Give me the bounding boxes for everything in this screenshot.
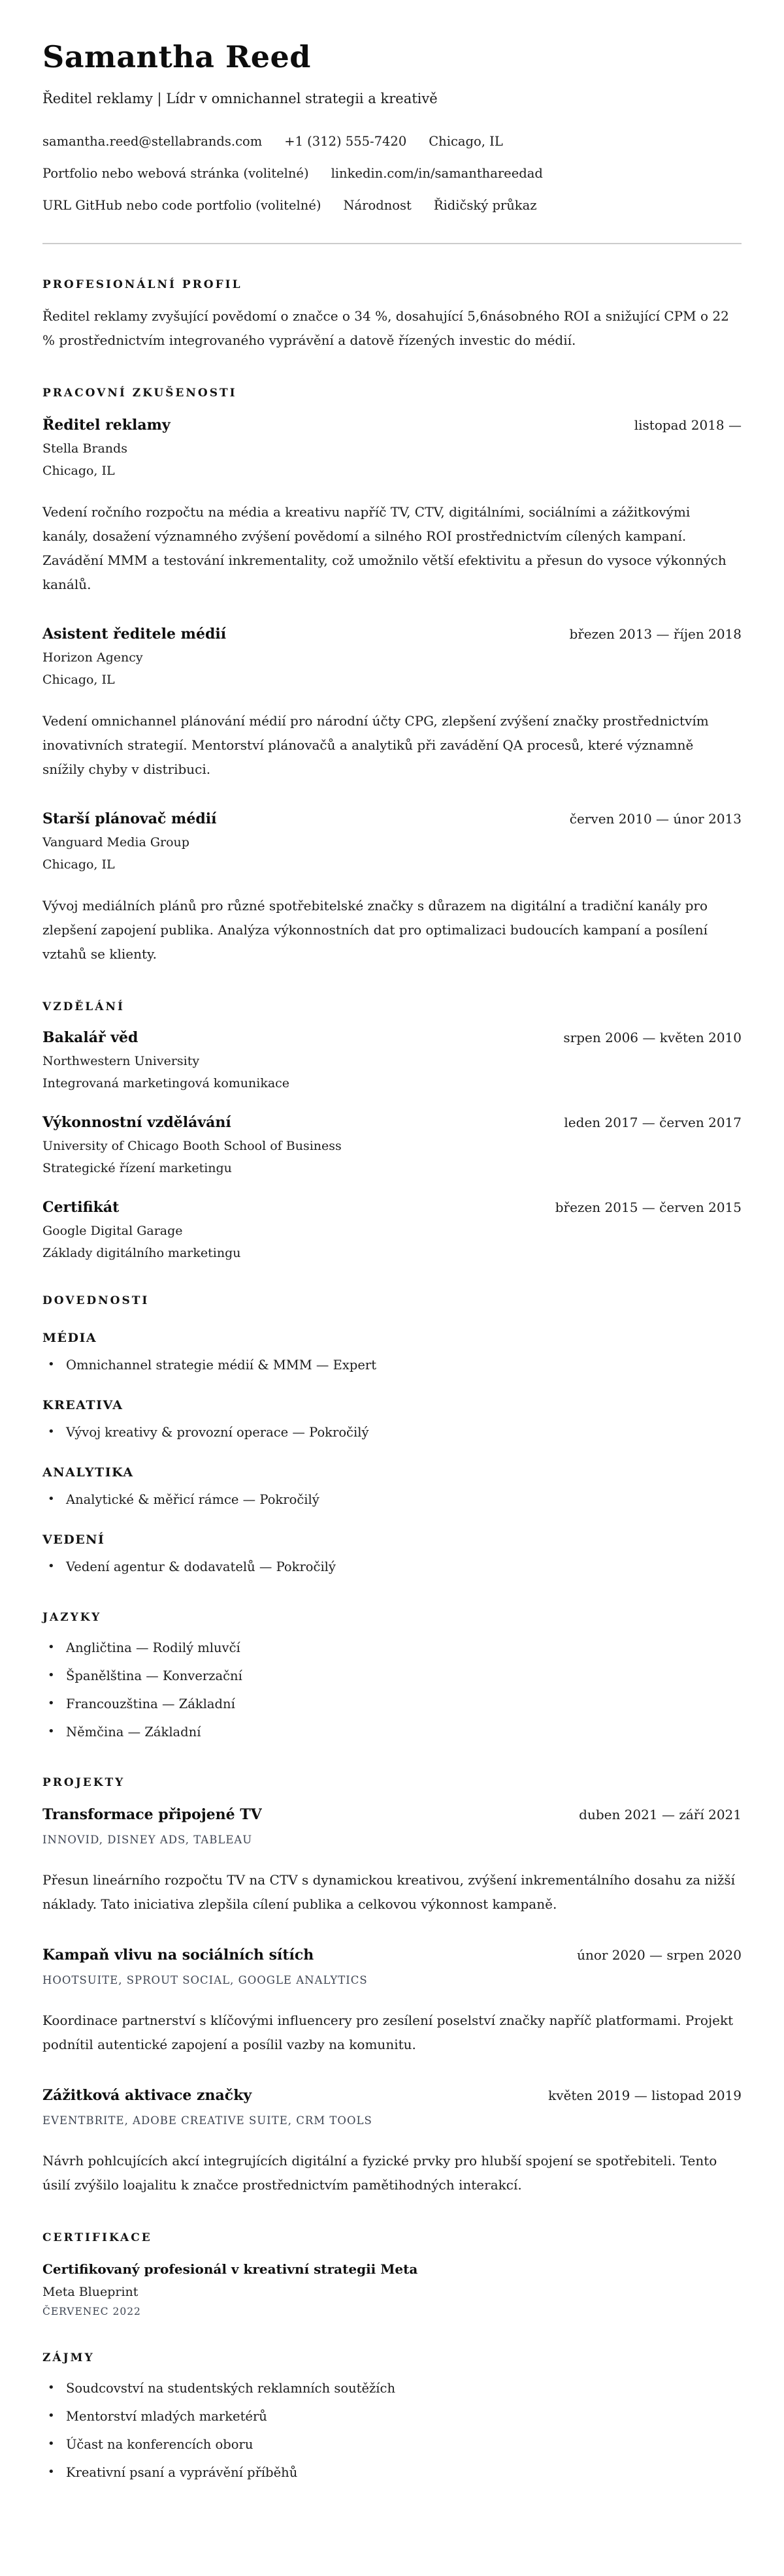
project-description: Návrh pohlcujících akcí integrujících digitální a fyzické prvky pro hlubší spojení se spotřebiteli. Tento úsilí zvýšilo loajalitu k značce prostřednictvím pamětihodných interakcí. [42,2152,717,2193]
contact-location: Chicago, IL [429,133,503,149]
interest-item: • Mentorství mladých marketérů [42,2407,742,2426]
candidate-name: Samantha Reed [42,39,311,74]
section-certifications [42,2231,742,2317]
education-entry [42,1199,742,1260]
contact-row-1 [42,134,742,149]
job-description: Vedení omnichannel plánování médií pro národní účty CPG, zlepšení zvýšení značky prostřednictvím inovativních strategií. Mentorství plánovačů a analytiků při zavádění QA procesů, které významně snížily chyby v distribuci. [42,712,709,777]
section-skills [42,1294,742,1577]
job-entry [42,626,742,782]
skill-group-name: VEDENÍ [42,1533,105,1548]
project-title: Kampaň vlivu na sociálních sítích [42,1946,314,1964]
education-field: Strategické řízení marketingu [42,1160,232,1175]
job-company: Stella Brands [42,441,127,456]
job-location: Chicago, IL [42,463,115,478]
education-entry-head [42,1199,742,1216]
contact-linkedin: linkedin.com/in/samanthareedad [331,165,543,181]
education-dates: leden 2017 — červen 2017 [564,1114,742,1130]
project-entry-head [42,1806,742,1823]
section-profile [42,278,742,353]
project-entry-head [42,1947,742,1964]
skill-item: • Vedení agentur & dodavatelů — Pokročilý [42,1557,742,1576]
project-dates: duben 2021 — září 2021 [579,1806,742,1822]
job-company: Vanguard Media Group [42,835,189,850]
project-entry-head [42,2087,742,2104]
skills-heading: DOVEDNOSTI [42,1294,150,1307]
education-school: Google Digital Garage [42,1223,183,1238]
project-description: Koordinace partnerství s klíčovými influencery pro zesílení poselství značky napříč platformami. Projekt podnítil autentické zapojení a posílil vazby na komunitu. [42,2012,734,2052]
profile-text: Ředitel reklamy zvyšující povědomí o značce o 34 %, dosahující 5,6násobného ROI a snižující CPM o 22 % prostřednictvím integrovaného vyprávění a datově řízených investic do médií. [42,308,729,348]
project-tools: EVENTBRITE, ADOBE CREATIVE SUITE, CRM TOOLS [42,2114,372,2127]
contact-row-3 [42,198,742,213]
education-dates: březen 2015 — červen 2015 [555,1199,742,1215]
project-entry [42,2087,742,2197]
language-item: • Francouzština — Základní [42,1694,742,1713]
certification-title: Certifikovaný profesionál v kreativní strategii Meta [42,2261,418,2277]
resume-header [42,40,742,213]
contact-block [42,134,742,213]
language-item: • Španělština — Konverzační [42,1666,742,1685]
contact-github-label: URL GitHub nebo code portfolio (volitelné) [42,197,321,213]
skill-group-name: KREATIVA [42,1397,123,1412]
certification-issuer: Meta Blueprint [42,2284,139,2299]
job-entry [42,810,742,966]
job-title: Starší plánovač médií [42,810,217,827]
language-list [42,1638,742,1742]
job-location: Chicago, IL [42,672,115,687]
skill-item: • Vývoj kreativy & provozní operace — Pokročilý [42,1423,742,1442]
job-company: Horizon Agency [42,650,143,665]
project-entry [42,1806,742,1916]
certification-date: ČERVENEC 2022 [42,2305,141,2317]
interest-item: • Účast na konferencích oboru [42,2435,742,2454]
education-entry [42,1029,742,1090]
project-tools: INNOVID, DISNEY ADS, TABLEAU [42,1833,253,1846]
contact-row-2 [42,166,742,181]
project-description: Přesun lineárního rozpočtu TV na CTV s dynamickou kreativou, zvýšení inkrementálního dosahu za nižší náklady. Tato iniciativa zlepšila cílení publika a celkovou výkonnost kampaně. [42,1871,735,1912]
project-title: Zážitková aktivace značky [42,2086,252,2104]
education-degree: Výkonnostní vzdělávání [42,1113,231,1131]
interest-list [42,2379,742,2483]
contact-email: samantha.reed@stellabrands.com [42,133,263,149]
education-degree: Bakalář věd [42,1028,139,1046]
language-item: • Angličtina — Rodilý mluvčí [42,1638,742,1657]
job-entry-head [42,417,742,434]
skill-list [42,1490,742,1509]
education-entry [42,1114,742,1175]
profile-heading: PROFESIONÁLNÍ PROFIL [42,278,242,291]
contact-nationality-label: Národnost [343,197,412,213]
skill-group-name: MÉDIA [42,1330,97,1345]
education-entry-head [42,1114,742,1131]
education-degree: Certifikát [42,1198,120,1216]
project-title: Transformace připojené TV [42,1805,262,1823]
job-entry [42,417,742,597]
section-experience [42,387,742,966]
project-tools: HOOTSUITE, SPROUT SOCIAL, GOOGLE ANALYTICS [42,1973,368,1986]
language-item: • Němčina — Základní [42,1723,742,1741]
job-location: Chicago, IL [42,857,115,872]
job-title: Asistent ředitele médií [42,625,227,643]
contact-driving-license-label: Řidičský průkaz [433,197,537,213]
job-dates: listopad 2018 — [634,417,742,433]
education-heading: VZDĚLÁNÍ [42,1000,125,1013]
education-school: Northwestern University [42,1053,200,1068]
certification-entry [42,2261,742,2317]
education-school: University of Chicago Booth School of Business [42,1138,342,1153]
project-dates: únor 2020 — srpen 2020 [577,1947,742,1963]
project-dates: květen 2019 — listopad 2019 [548,2087,742,2103]
interests-heading: ZÁJMY [42,2351,95,2364]
job-description: Vývoj mediálních plánů pro různé spotřebitelské značky s důrazem na digitální a tradiční kanály pro zlepšení zapojení publika. Analýza výkonnostních dat pro optimalizaci budoucích kampaní a posílení vztahů se klienty. [42,897,708,962]
section-projects [42,1776,742,2197]
education-field: Integrovaná marketingová komunikace [42,1075,290,1090]
skill-list [42,1356,742,1375]
languages-heading: JAZYKY [42,1610,102,1624]
job-dates: březen 2013 — říjen 2018 [569,626,742,642]
contact-portfolio-label: Portfolio nebo webová stránka (volitelné) [42,165,309,181]
header-divider [42,243,742,244]
certifications-heading: CERTIFIKACE [42,2231,152,2244]
projects-heading: PROJEKTY [42,1775,125,1789]
skill-list [42,1423,742,1442]
experience-heading: PRACOVNÍ ZKUŠENOSTI [42,386,237,400]
job-entry-head [42,810,742,827]
job-title: Ředitel reklamy [42,416,171,434]
section-education [42,1000,742,1260]
job-description: Vedení ročního rozpočtu na média a kreativu napříč TV, CTV, digitálními, sociálními a zážitkovými kanály, dosažení významného zvýšení povědomí a silného ROI prostřednictvím cílených kampaní. Zavádění MMM a testování inkrementality, což umožnilo větší efektivitu a přesun do vysoce výkonných kanálů. [42,503,727,592]
interest-item: • Kreativní psaní a vyprávění příběhů [42,2463,742,2482]
education-entry-head [42,1029,742,1046]
section-languages [42,1611,742,1742]
section-interests [42,2351,742,2483]
interest-item: • Soudcovství na studentských reklamních soutěžích [42,2379,742,2398]
skill-list [42,1557,742,1576]
contact-phone: +1 (312) 555-7420 [284,133,407,149]
job-dates: červen 2010 — únor 2013 [569,810,742,827]
skill-item: • Analytické & měřicí rámce — Pokročilý [42,1490,742,1509]
skill-item: • Omnichannel strategie médií & MMM — Expert [42,1356,742,1375]
project-entry [42,1947,742,2057]
skill-group-name: ANALYTIKA [42,1465,134,1480]
job-entry-head [42,626,742,643]
education-dates: srpen 2006 — květen 2010 [563,1029,742,1045]
education-field: Základy digitálního marketingu [42,1245,241,1260]
candidate-headline: Ředitel reklamy | Lídr v omnichannel strategii a kreativě [42,90,438,106]
